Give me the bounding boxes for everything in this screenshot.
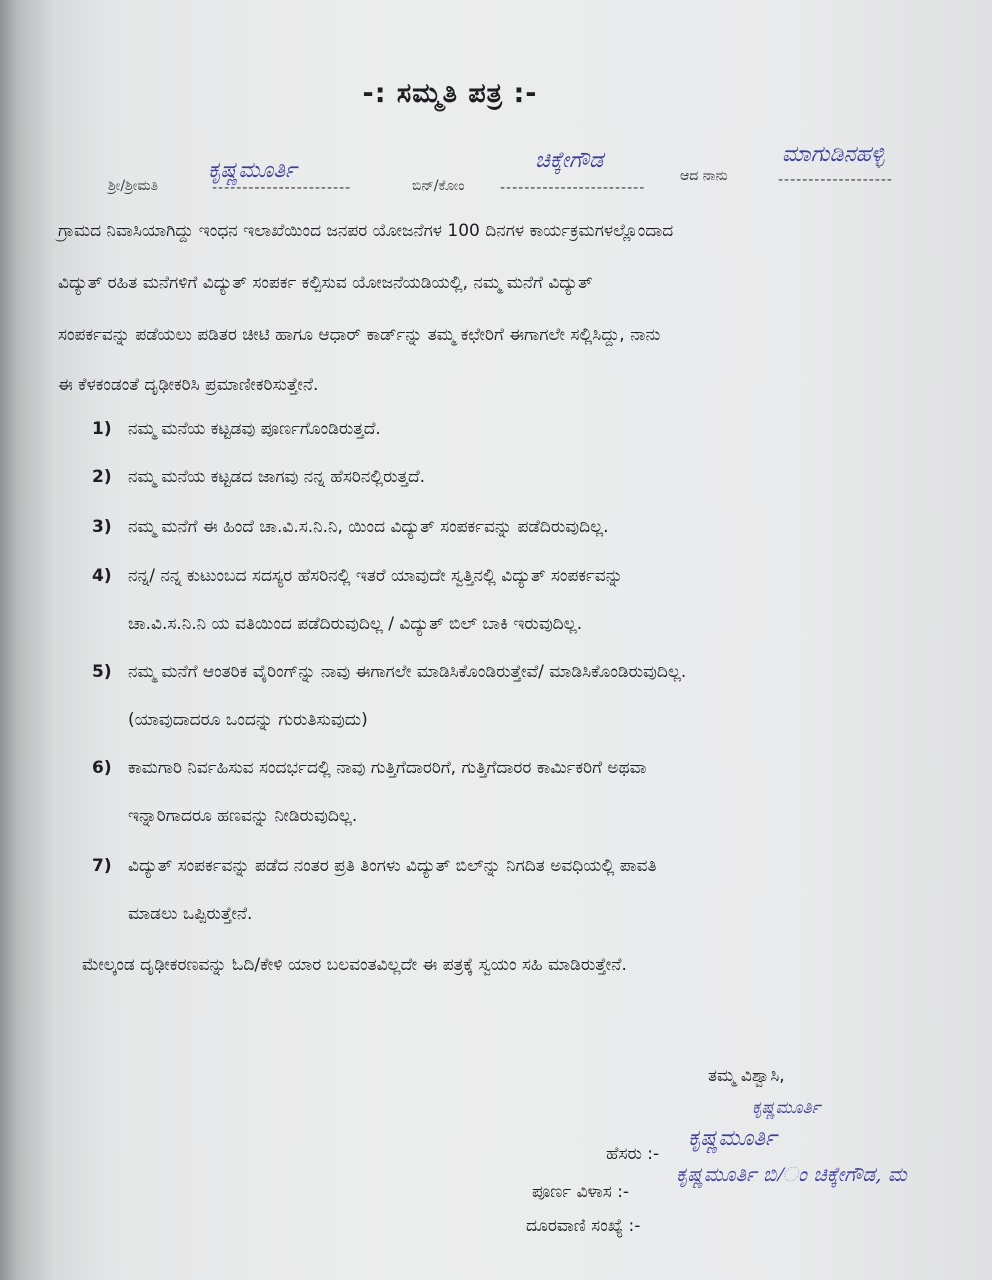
intro-line-3: ಸಂಪರ್ಕವನ್ನು ಪಡೆಯಲು ಪಡಿತರ ಚೀಟಿ ಹಾಗೂ ಆಧಾರ್ ಕಾರ್ಡ್‌ನ್ನು ತಮ್ಮ ಕಛೇರಿಗೆ ಈಗಾಗಲೇ ಸಲ್ಲಿಸಿದ್ದು, ನಾನು <box>58 325 661 345</box>
item-1-text: ನಮ್ಮ ಮನೆಯ ಕಟ್ಟಡವು ಪೂರ್ಣಗೊಂಡಿರುತ್ತದೆ. <box>128 419 381 439</box>
item-number: 3) <box>92 517 112 537</box>
relation-label: ಬಿನ್/ಕೋಂ <box>412 178 465 194</box>
fill-line-village: ------------------- <box>778 172 893 188</box>
item-number: 1) <box>92 419 112 439</box>
item-4-text-line-1: ನನ್ನ/ ನನ್ನ ಕುಟುಂಬದ ಸದಸ್ಯರ ಹೆಸರಿನಲ್ಲಿ ಇತರೆ ಯಾವುದೇ ಸ್ವತ್ತಿನಲ್ಲಿ ವಿದ್ಯುತ್ ಸಂಪರ್ಕವನ್ನು <box>128 566 623 586</box>
intro-line-4: ಈ ಕೆಳಕಂಡಂತೆ ದೃಢೀಕರಿಸಿ ಪ್ರಮಾಣೀಕರಿಸುತ್ತೇನೆ. <box>58 375 319 395</box>
document-title: -: ಸಮ್ಮತಿ ಪತ್ರ :- <box>362 78 538 109</box>
handwritten-father-name: ಚಿಕ್ಕೇಗೌಡ <box>535 148 604 173</box>
fill-line-father: ------------------------ <box>500 180 646 196</box>
item-number: 6) <box>92 758 112 778</box>
item-3-text: ನಮ್ಮ ಮನೆಗೆ ಈ ಹಿಂದೆ ಚಾ.ವಿ.ಸ.ನಿ.ನಿ, ಯಿಂದ ವಿದ್ಯುತ್ ಸಂಪರ್ಕವನ್ನು ಪಡೆದಿರುವುದಿಲ್ಲ. <box>128 517 609 537</box>
name-label: ಹೆಸರು :- <box>606 1144 660 1164</box>
item-7-text-line-1: ವಿದ್ಯುತ್ ಸಂಪರ್ಕವನ್ನು ಪಡೆದ ನಂತರ ಪ್ರತಿ ತಿಂಗಳು ವಿದ್ಯುತ್ ಬಿಲ್‌ನ್ನು ನಿಗದಿತ ಅವಧಿಯಲ್ಲಿ ಪಾವತಿ <box>128 856 657 876</box>
item-4-text-line-2: ಚಾ.ವಿ.ಸ.ನಿ.ನಿ ಯ ವತಿಯಿಂದ ಪಡೆದಿರುವುದಿಲ್ಲ / ವಿದ್ಯುತ್ ಬಿಲ್ ಬಾಕಿ ಇರುವುದಿಲ್ಲ. <box>128 614 583 634</box>
item-5-text-line-2: (ಯಾವುದಾದರೂ ಒಂದನ್ನು ಗುರುತಿಸುವುದು) <box>128 710 368 730</box>
intro-line-1: ಗ್ರಾಮದ ನಿವಾಸಿಯಾಗಿದ್ದು ಇಂಧನ ಇಲಾಖೆಯಿಂದ ಜನಪರ ಯೋಜನೆಗಳ 100 ದಿನಗಳ ಕಾರ್ಯಕ್ರಮಗಳಲ್ಲೊಂದಾದ <box>58 221 674 241</box>
yours-faithfully: ತಮ್ಮ ವಿಶ್ವಾಸಿ, <box>708 1066 785 1086</box>
item-5-text-line-1: ನಮ್ಮ ಮನೆಗೆ ಆಂತರಿಕ ವೈರಿಂಗ್‌ನ್ನು ನಾವು ಈಗಾಗಲೇ ಮಾಡಿಸಿಕೊಂಡಿರುತ್ತೇವೆ/ ಮಾಡಿಸಿಕೊಂಡಿರುವುದಿಲ್ಲ. <box>128 662 687 682</box>
handwritten-name-field: ಕೃಷ್ಣಮೂರ್ತಿ <box>688 1126 777 1151</box>
item-6-text-line-2: ಇನ್ನಾರಿಗಾದರೂ ಹಣವನ್ನು ನೀಡಿರುವುದಿಲ್ಲ. <box>128 806 358 826</box>
salutation-prefix: ಶ್ರೀ/ಶ್ರೀಮತಿ <box>108 178 159 194</box>
item-number: 4) <box>92 566 112 586</box>
item-number: 2) <box>92 467 112 487</box>
address-label: ಪೂರ್ಣ ವಿಳಾಸ :- <box>532 1182 630 1202</box>
item-6-text-line-1: ಕಾಮಗಾರಿ ನಿರ್ವಹಿಸುವ ಸಂದರ್ಭದಲ್ಲಿ ನಾವು ಗುತ್ತಿಗೆದಾರರಿಗೆ, ಗುತ್ತಿಗೆದಾರರ ಕಾರ್ಮಿಕರಿಗೆ ಅಥವಾ <box>128 758 647 778</box>
item-7-text-line-2: ಮಾಡಲು ಒಪ್ಪಿರುತ್ತೇನೆ. <box>128 904 253 924</box>
handwritten-signature: ಕೃಷ್ಣಮೂರ್ತಿ <box>752 1098 821 1118</box>
closing-statement: ಮೇಲ್ಕಂಡ ದೃಢೀಕರಣವನ್ನು ಓದಿ/ಕೇಳಿ ಯಾರ ಬಲವಂತವಿಲ್ಲದೇ ಈ ಪತ್ರಕ್ಕೆ ಸ್ವಯಂ ಸಹಿ ಮಾಡಿರುತ್ತೇನೆ. <box>82 955 627 975</box>
phone-label: ದೂರವಾಣಿ ಸಂಖ್ಯೆ :- <box>526 1216 641 1236</box>
item-number: 7) <box>92 856 112 876</box>
item-number: 5) <box>92 662 112 682</box>
handwritten-village: ಮಾಗುಡಿನಹಳ್ಳಿ <box>782 142 885 167</box>
handwritten-name: ಕೃಷ್ಣಮೂರ್ತಿ <box>208 158 297 183</box>
aada-naanu-label: ಆದ ನಾನು <box>680 168 728 184</box>
handwritten-address: ಕೃಷ್ಣಮೂರ್ತಿ ಬಿ/ಂ ಚಿಕ್ಕೇಗೌಡ, ಮ <box>676 1162 907 1186</box>
intro-line-2: ವಿದ್ಯುತ್ ರಹಿತ ಮನೆಗಳಿಗೆ ವಿದ್ಯುತ್ ಸಂಪರ್ಕ ಕಲ್ಪಿಸುವ ಯೋಜನೆಯಡಿಯಲ್ಲಿ, ನಮ್ಮ ಮನೆಗೆ ವಿದ್ಯುತ್ <box>58 273 593 293</box>
fill-line-name: ----------------------- <box>212 180 352 196</box>
item-2-text: ನಮ್ಮ ಮನೆಯ ಕಟ್ಟಡದ ಜಾಗವು ನನ್ನ ಹೆಸರಿನಲ್ಲಿರುತ್ತದೆ. <box>128 467 426 487</box>
